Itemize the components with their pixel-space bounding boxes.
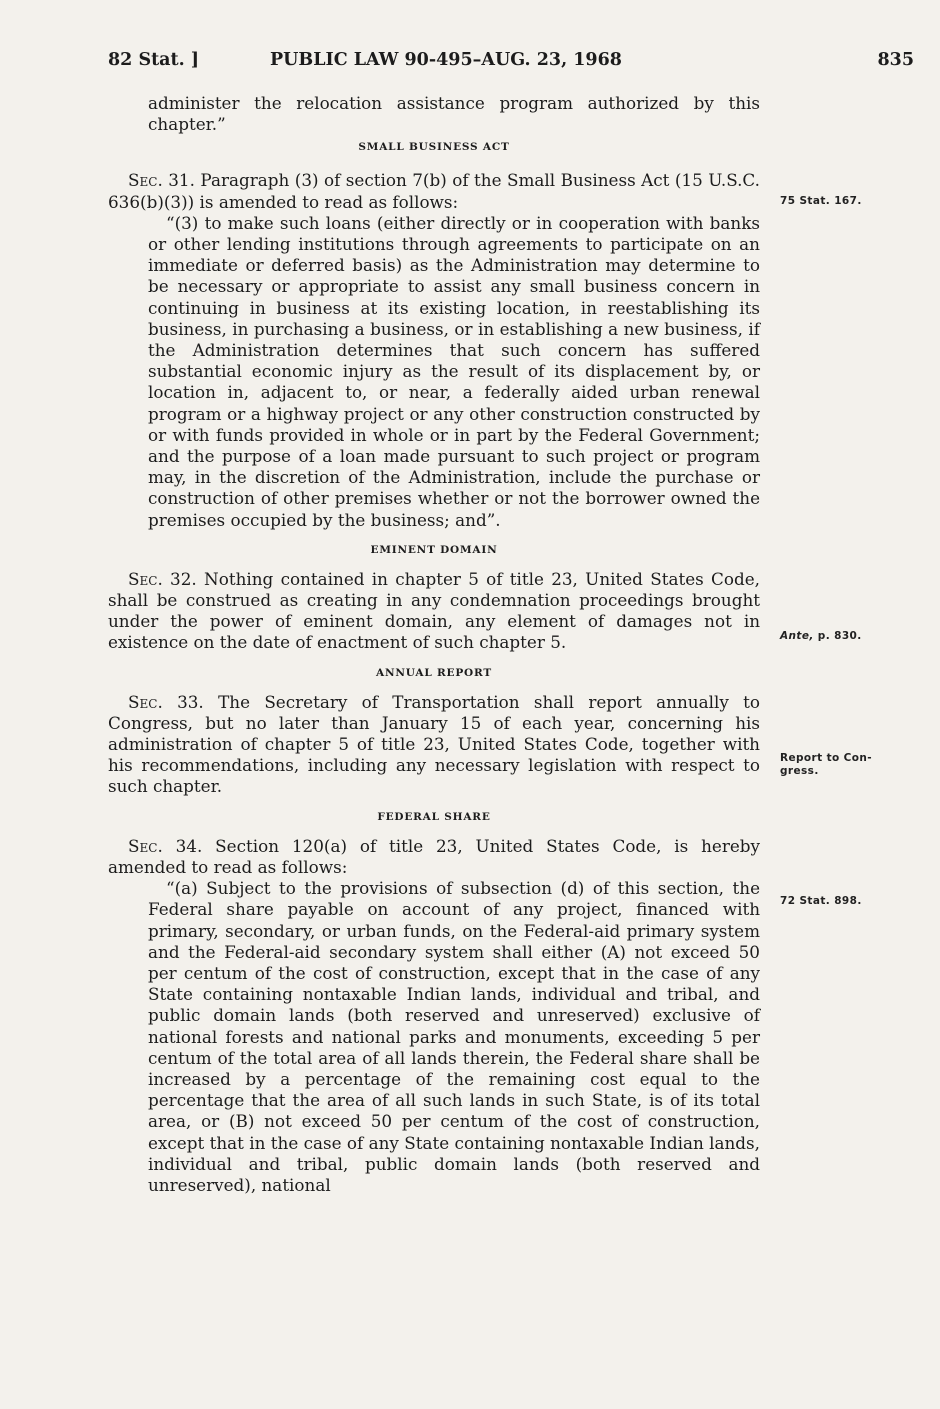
heading-annual-report: ANNUAL REPORT <box>376 666 492 679</box>
running-header <box>108 50 914 76</box>
section-32 <box>108 569 760 654</box>
continuation-text: administer the relocation assistance program authorized by this chapter.” <box>148 93 760 135</box>
section-34-label: Sec. 34. <box>128 835 203 856</box>
section-34-quote: “(a) Subject to the provisions of subsection (d) of this section, the Federal share payable on account of any project, financed with primary, secondary, or urban funds, on the Federal-aid primary system and the Federal-aid secondary system shall either (A) not exceed 50 per centum of the cost of construction, except that in the case of any State containing nontaxable Indian lands, individual and tribal, and public domain lands (both reserved and unreserved) exclusive of national forests and national parks and monuments, exceeding 5 per centum of the total area of all lands therein, the Federal share shall be increased by a percentage of the remaining cost equal to the percentage that the area of all such lands in such State, is of its total area, or (B) not exceed 50 per centum of the cost of construction, except that in the case of any State containing nontaxable Indian lands, individual and tribal, public domain lands (both reserved and unreserved), national <box>148 878 760 1195</box>
margin-note-ante-page: p. 830. <box>813 630 862 642</box>
margin-note-ante-830 <box>780 630 862 643</box>
statute-volume: 82 Stat. ] <box>108 50 200 70</box>
section-33 <box>108 692 760 798</box>
section-31-intro: Paragraph (3) of section 7(b) of the Small Business Act (15 U.S.C. 636(b)(3)) is amended to read as follows: <box>108 170 760 212</box>
section-34-intro: Section 120(a) of title 23, United States Code, is hereby amended to read as follows: <box>108 835 761 877</box>
heading-federal-share: FEDERAL SHARE <box>377 810 491 823</box>
page-number: 835 <box>877 50 914 70</box>
section-32-label: Sec. 32. <box>128 568 197 589</box>
margin-note-ante-italic: Ante, <box>780 630 814 642</box>
section-33-label: Sec. 33. <box>128 691 204 712</box>
public-law-title: PUBLIC LAW 90-495–AUG. 23, 1968 <box>270 50 622 70</box>
section-31-label: Sec. 31. <box>128 170 195 191</box>
section-32-text: Nothing contained in chapter 5 of title 23, United States Code, shall be construed as creating in any condemnation proceedings brought under the power of eminent domain, any element of damages not in existence on the date of enactment of such chapter 5. <box>108 568 760 653</box>
margin-note-report-to-congress <box>780 752 872 778</box>
margin-note-report-line1: Report to Con- <box>780 752 873 764</box>
margin-note-report-line2: gress. <box>780 765 819 777</box>
section-33-text: The Secretary of Transportation shall report annually to Congress, but no later than January 15 of each year, concerning his administration of chapter 5 of title 23, United States Code, together with his recommendations, including any necessary legislation with respect to such chapter. <box>108 691 760 797</box>
section-31-quote: “(3) to make such loans (either directly or in cooperation with banks or other lending institutions through agreements to participate on an immediate or deferred basis) as the Administration may determine to be necessary or appropriate to assist any small business concern in continuing in business at its existing location, in reestablishing its business, in purchasing a business, or in establishing a new business, if the Administration determines that such concern has suffered substantial economic injury as the result of its displacement by, or location in, adjacent to, or near, a federally aided urban renewal program or a highway project or any other construction constructed by or with funds provided in whole or in part by the Federal Government; and the purpose of a loan made pursuant to such project or program may, in the discretion of the Administration, include the purchase or construction of other premises whether or not the borrower owned the premises occupied by the business; and”. <box>148 212 760 530</box>
heading-small-business-act: SMALL BUSINESS ACT <box>358 141 510 154</box>
margin-note-72-stat-898: 72 Stat. 898. <box>780 895 862 907</box>
page-body <box>108 93 760 1196</box>
margin-note-75-stat-167: 75 Stat. 167. <box>780 195 862 207</box>
section-34 <box>108 836 760 878</box>
section-31 <box>108 170 760 212</box>
heading-eminent-domain: EMINENT DOMAIN <box>370 543 498 556</box>
